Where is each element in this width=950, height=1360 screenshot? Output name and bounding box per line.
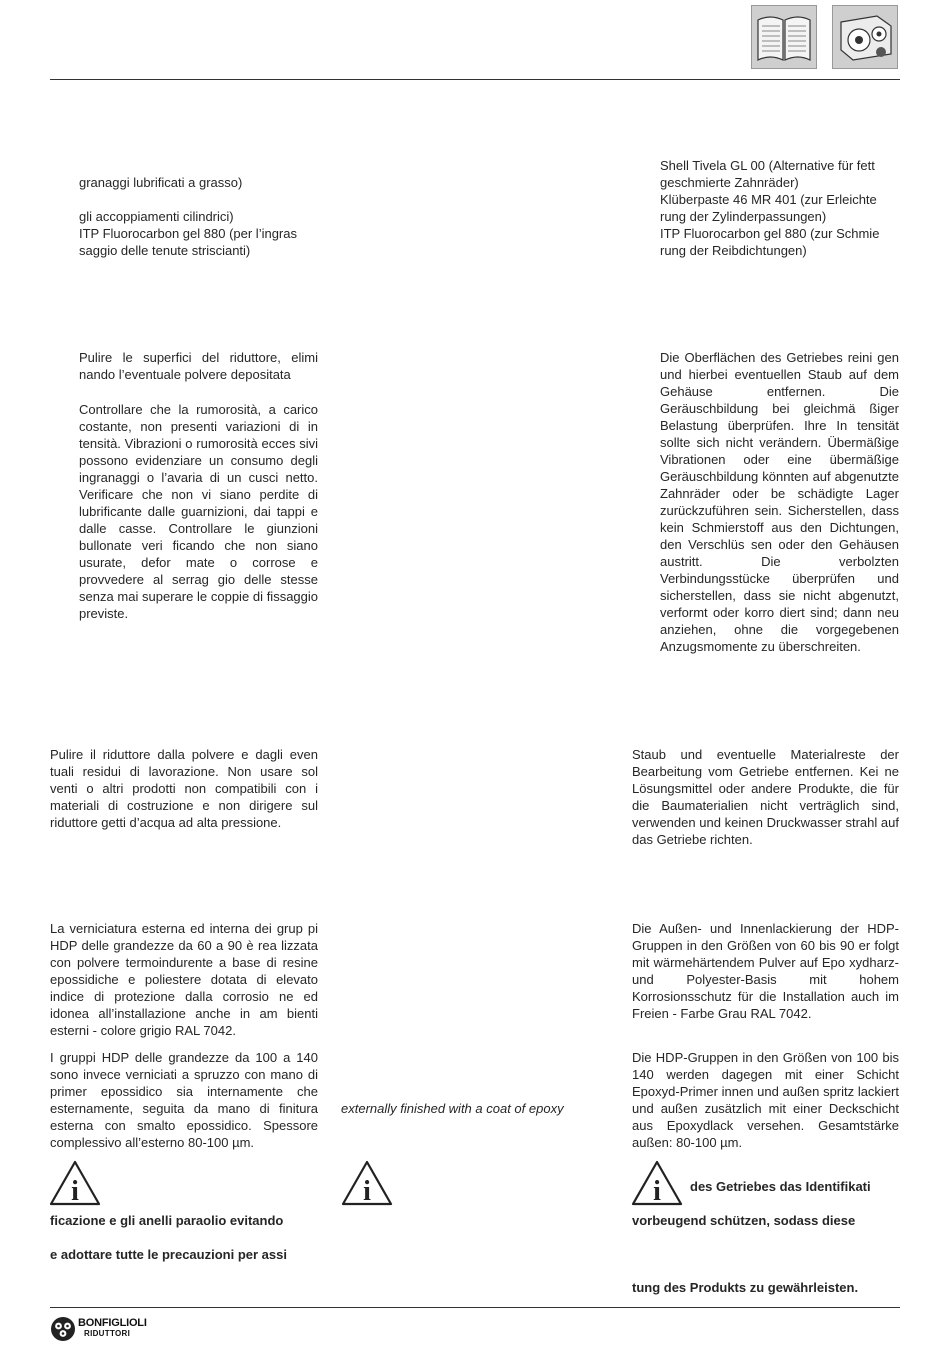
de-cleaning-text: Staub und eventuelle Materialreste der Bearbeitung vom Getriebe entfernen. Kei ne Lösungsmittel oder andere Produkte, die für die Baumaterialien nicht verträglich sind, verwenden und keinen Druckwasser strahl auf das Getriebe richten. bbox=[632, 747, 899, 847]
svg-text:i: i bbox=[653, 1176, 661, 1206]
svg-text:i: i bbox=[363, 1176, 371, 1206]
de-painting-text-1: Die Außen- und Innenlackierung der HDP-Gruppen in den Größen von 60 bis 90 er folgt mit wärmehärtendem Pulver auf Epo xydharz- und Polyester-Basis mit hohem Korrosionsschutz für die Installation auch im Freien - Farbe Grau RAL 7042. bbox=[632, 921, 899, 1021]
warning-info-icon bbox=[631, 1160, 683, 1206]
warning-info-icon bbox=[341, 1160, 393, 1206]
book-icon bbox=[751, 5, 817, 69]
it-maintenance-clean: Pulire le superfici del riduttore, elimi nando l’eventuale polvere depositata bbox=[79, 350, 318, 382]
it-lubricant-list: gli accoppiamenti cilindrici) ITP Fluorocarbon gel 880 (per l’ingras saggio delle tenute striscianti) bbox=[79, 209, 297, 258]
it-warning-line-1: ficazione e gli anelli paraolio evitando bbox=[50, 1213, 284, 1228]
de-warning-line-2: vorbeugend schützen, sodass diese bbox=[632, 1213, 856, 1228]
de-lubricant-list: Shell Tivela GL 00 (Alternative für fett geschmierte Zahnräder) Klüberpaste 46 MR 401 (zur Erleichte rung der Zylinderpassungen) ITP Fluorocarbon gel 880 (zur Schmie rung der Reibdichtungen) bbox=[660, 158, 880, 258]
it-painting-text-1: La verniciatura esterna ed interna dei grup pi HDP delle grandezze da 60 a 90 è rea lizzata con polvere termoindurente a base di resine epossidiche e poliestere dotata di elevato indice di protezione dalla corrosio ne ed idonea all’installazione anche in am bienti esterni - colore grigio RAL 7042. bbox=[50, 921, 318, 1038]
brand-name: BONFIGLIOLI bbox=[78, 1317, 147, 1329]
svg-text:i: i bbox=[71, 1176, 79, 1206]
it-painting-text-2: I gruppi HDP delle grandezze da 100 a 140 sono invece verniciati a spruzzo con mano di primer epossidico sia internamente che esternamente, seguita da mano di finitura esterna con smalto epossidico. Spessore complessivo all’esterno 80-100 µm. bbox=[50, 1050, 318, 1150]
de-painting-text-2: Die HDP-Gruppen in den Größen von 100 bis 140 werden dagegen mit einer Schicht Epoxyd-Primer innen und außen spritz lackiert und außen zusätzlich mit einer Deckschicht aus Epoxydlack versehen. Gesamtstärke außen: 80-100 µm. bbox=[632, 1050, 899, 1150]
brand-subname: RIDUTTORI bbox=[84, 1329, 131, 1338]
brand-gear-icon bbox=[50, 1316, 76, 1342]
it-cleaning-text: Pulire il riduttore dalla polvere e dagli even tuali residui di lavorazione. Non usare sol venti o altri prodotti non compatibili con i materiali di costruzione e non dirigere sul riduttore getti d’acqua ad alta pressione. bbox=[50, 747, 318, 830]
gearbox-icon bbox=[832, 5, 898, 69]
header-rule bbox=[50, 79, 900, 80]
de-warning-line-3: tung des Produkts zu gewährleisten. bbox=[632, 1280, 859, 1295]
en-painting-line: externally finished with a coat of epoxy bbox=[341, 1101, 564, 1116]
footer-rule bbox=[50, 1307, 900, 1308]
it-warning-line-2: e adottare tutte le precauzioni per assi bbox=[50, 1247, 287, 1262]
bonfiglioli-logo bbox=[50, 1316, 160, 1344]
de-maintenance-text: Die Oberflächen des Getriebes reini gen und hierbei eventuellen Staub auf dem Gehäuse entfernen. Die Geräuschbildung bei gleichmä ßiger Belastung überprüfen. Ihre In tensität sollte sich nicht verändern. Übermäßige Vibrationen oder eine übermäßige Geräuschbildung könnten auf abgenutzte Zahnräder oder be schädigte Lager zurückzuführen sein. Sicherstellen, dass kein Schmierstoff aus den Dichtungen, den Verschlüs sen oder den Gehäusen austritt. Die verbolzten Verbindungsstücke überprüfen und sicherstellen, dass sie nicht abgenutzt, verformt oder korro diert sind; dann neu anziehen, ohne die vorgegebenen Anzugsmomente zu überschreiten. bbox=[660, 350, 899, 654]
de-warning-line-1: des Getriebes das Identifikati bbox=[690, 1179, 871, 1194]
it-lubricant-line: granaggi lubrificati a grasso) bbox=[79, 175, 243, 190]
it-maintenance-checks: Controllare che la rumorosità, a carico costante, non presenti variazioni di in tensità. Vibrazioni o rumorosità ecces sivi possono evidenziare un consumo degli ingranaggi o l’avaria di un cusci netto. Verificare che non vi siano perdite di lubrificante dalle guarnizioni, dai tappi e dalle casse. Controllare le giunzioni bullonate veri ficando che non siano usurate, defor mate o corrose e provvedere al serrag gio delle stesse senza mai superare le coppie di fissaggio previste. bbox=[79, 402, 318, 621]
warning-info-icon bbox=[49, 1160, 101, 1206]
